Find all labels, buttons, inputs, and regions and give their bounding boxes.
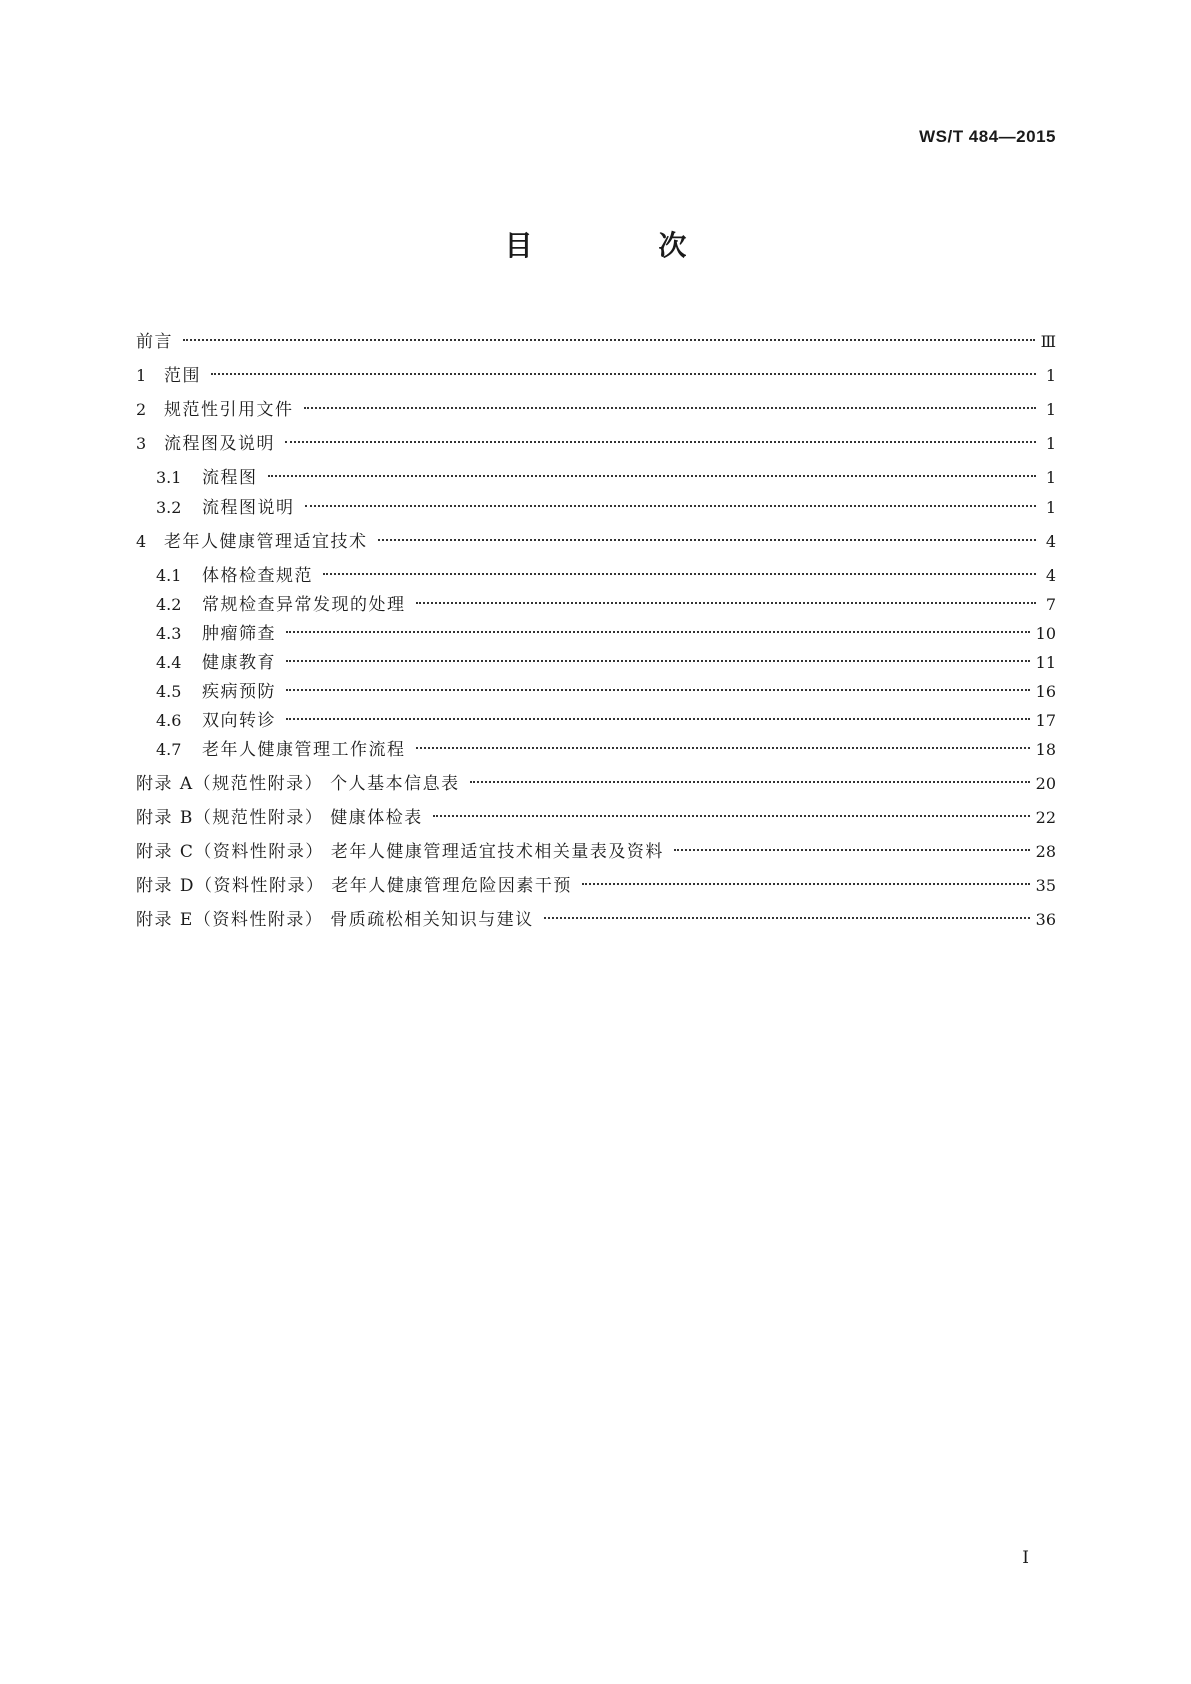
toc-leader-dots [211, 373, 1036, 375]
toc-entry-page: 11 [1035, 653, 1056, 672]
toc-entry-label: 流程图 [202, 468, 258, 488]
toc-entry-number: 4.4 [156, 653, 182, 672]
toc-entry-label: 附录 D（资料性附录） 老年人健康管理危险因素干预 [136, 876, 572, 896]
toc-entry-label: 常规检查异常发现的处理 [202, 595, 406, 615]
toc-entry-page: 1 [1045, 468, 1056, 487]
toc-entry-number: 4.1 [156, 566, 182, 585]
toc-entry-label: 规范性引用文件 [164, 400, 294, 420]
toc-entry-page: 22 [1035, 808, 1056, 827]
toc-entry-number: 4.5 [156, 682, 182, 701]
toc-leader-dots [378, 539, 1037, 541]
toc-entry-3-2[interactable] [156, 496, 1056, 520]
toc-entry-label: 老年人健康管理适宜技术 [164, 532, 368, 552]
toc-entry-4-6[interactable] [156, 709, 1056, 733]
toc-entry-number: 4.2 [156, 595, 182, 614]
toc-entry-appendix-a[interactable] [136, 772, 1056, 796]
toc-leader-dots [433, 815, 1030, 817]
toc-entry-page: 10 [1035, 624, 1056, 643]
toc-entry-number: 4 [136, 532, 147, 551]
toc-leader-dots [286, 631, 1030, 633]
toc-leader-dots [305, 505, 1037, 507]
toc-leader-dots [674, 849, 1030, 851]
toc-entry-page: 1 [1045, 498, 1056, 517]
toc-entry-4[interactable] [136, 530, 1056, 554]
toc-entry-number: 1 [136, 366, 147, 385]
toc-entry-label: 附录 A（规范性附录） 个人基本信息表 [136, 774, 460, 794]
page-number: I [1022, 1548, 1029, 1568]
toc-entry-number: 3.2 [156, 498, 182, 517]
toc-entry-page: Ⅲ [1040, 332, 1056, 351]
toc-entry-3-1[interactable] [156, 466, 1056, 490]
toc-entry-page: 18 [1035, 740, 1056, 759]
toc-entry-label: 附录 C（资料性附录） 老年人健康管理适宜技术相关量表及资料 [136, 842, 664, 862]
toc-entry-2[interactable] [136, 398, 1056, 422]
toc-entry-label: 范围 [164, 366, 201, 386]
toc-entry-appendix-d[interactable] [136, 874, 1056, 898]
toc-entry-3[interactable] [136, 432, 1056, 456]
toc-leader-dots [286, 718, 1030, 720]
toc-entry-page: 4 [1045, 532, 1056, 551]
toc-entry-label: 流程图及说明 [164, 434, 275, 454]
toc-entry-label: 附录 E（资料性附录） 骨质疏松相关知识与建议 [136, 910, 534, 930]
toc-leader-dots [470, 781, 1030, 783]
toc-entry-page: 36 [1035, 910, 1056, 929]
toc-entry-page: 28 [1035, 842, 1056, 861]
toc-entry-4-7[interactable] [156, 738, 1056, 762]
toc-entry-label: 附录 B（规范性附录） 健康体检表 [136, 808, 423, 828]
toc-entry-page: 35 [1035, 876, 1056, 895]
toc-entry-1[interactable] [136, 364, 1056, 388]
toc-leader-dots [285, 441, 1036, 443]
toc-entry-page: 17 [1035, 711, 1056, 730]
toc-leader-dots [323, 573, 1036, 575]
toc-entry-number: 4.7 [156, 740, 182, 759]
toc-leader-dots [416, 747, 1030, 749]
toc-entry-4-5[interactable] [156, 680, 1056, 704]
toc-entry-4-1[interactable] [156, 564, 1056, 588]
toc-entry-label: 流程图说明 [202, 498, 295, 518]
toc-entry-4-3[interactable] [156, 622, 1056, 646]
standard-code: WS/T 484—2015 [919, 127, 1056, 146]
toc-entry-preface[interactable] [136, 330, 1056, 354]
toc-leader-dots [544, 917, 1030, 919]
toc-entry-number: 2 [136, 400, 147, 419]
toc-entry-appendix-e[interactable] [136, 908, 1056, 932]
toc-leader-dots [582, 883, 1030, 885]
toc-entry-page: 16 [1035, 682, 1056, 701]
toc-entry-4-2[interactable] [156, 593, 1056, 617]
page-title: 目 次 [504, 229, 745, 262]
toc-entry-page: 1 [1045, 366, 1056, 385]
toc-entry-label: 老年人健康管理工作流程 [202, 740, 406, 760]
toc-entry-label: 前言 [136, 332, 173, 352]
toc-entry-page: 1 [1045, 434, 1056, 453]
toc-leader-dots [304, 407, 1037, 409]
toc-leader-dots [183, 339, 1035, 341]
toc-entry-page: 7 [1045, 595, 1056, 614]
toc-entry-label: 疾病预防 [202, 682, 276, 702]
toc-entry-number: 4.3 [156, 624, 182, 643]
toc-entry-label: 肿瘤筛查 [202, 624, 276, 644]
toc-entry-label: 健康教育 [202, 653, 276, 673]
toc-entry-number: 4.6 [156, 711, 182, 730]
toc-entry-label: 体格检查规范 [202, 566, 313, 586]
toc-entry-number: 3.1 [156, 468, 182, 487]
toc-leader-dots [416, 602, 1037, 604]
toc-leader-dots [286, 689, 1030, 691]
toc-entry-appendix-b[interactable] [136, 806, 1056, 830]
toc-entry-page: 4 [1045, 566, 1056, 585]
toc-entry-page: 1 [1045, 400, 1056, 419]
toc-leader-dots [268, 475, 1037, 477]
toc-entry-appendix-c[interactable] [136, 840, 1056, 864]
toc-entry-label: 双向转诊 [202, 711, 276, 731]
toc-entry-4-4[interactable] [156, 651, 1056, 675]
toc-entry-page: 20 [1035, 774, 1056, 793]
toc-leader-dots [286, 660, 1030, 662]
toc-entry-number: 3 [136, 434, 147, 453]
